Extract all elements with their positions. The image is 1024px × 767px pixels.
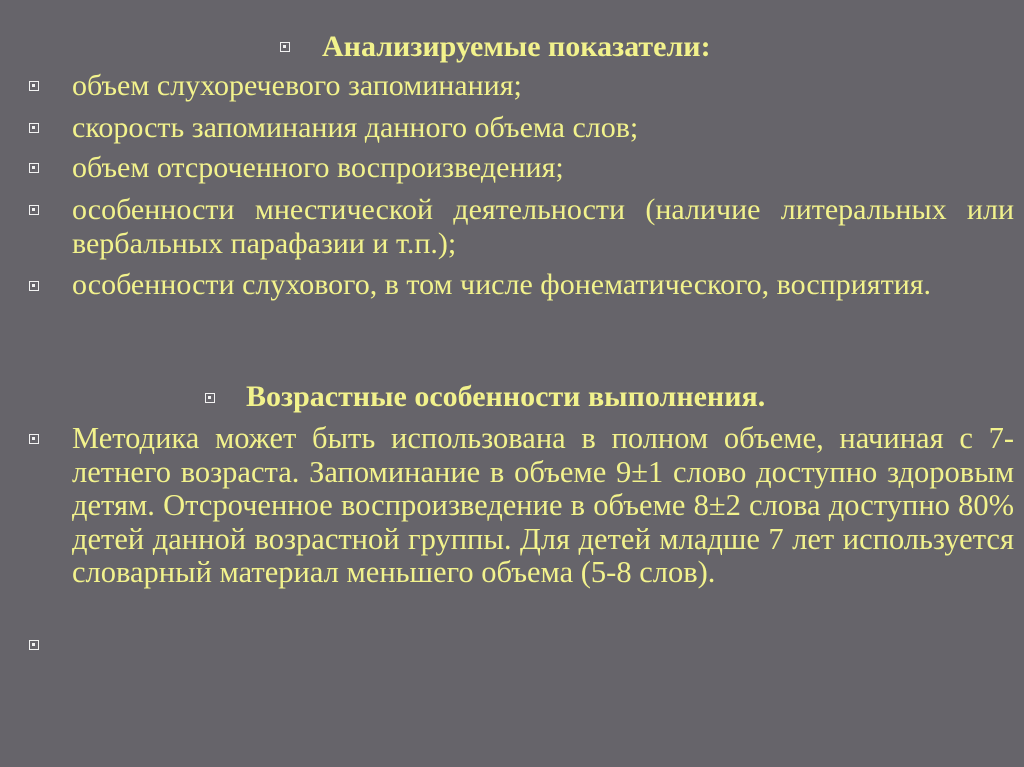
- list-item-3: объем отсроченного воспроизведения;: [72, 151, 564, 184]
- list-item-5: особенности слухового, в том числе фонематического, восприятия.: [72, 268, 932, 301]
- bullet-icon: [29, 205, 39, 215]
- bullet-icon: [29, 281, 39, 291]
- bullet-icon: [29, 81, 39, 91]
- method-description-paragraph: Методика может быть использована в полном объеме, начиная с 7-летнего возраста. Запоминание в объеме 9±1 слово доступно здоровым детям. Отсроченное воспроизведение в объеме 8±2 слова доступно 80% детей данной возрастной группы. Для детей младше 7 лет используется словарный материал меньшего объема (5-8 слов).: [72, 421, 1014, 589]
- bullet-icon: [205, 393, 215, 403]
- list-item-1: объем слухоречевого запоминания;: [72, 69, 522, 102]
- list-item-2: скорость запоминания данного объема слов;: [72, 111, 639, 144]
- bullet-icon: [280, 42, 290, 52]
- heading-analyzed-indicators: Анализируемые показатели:: [322, 30, 711, 63]
- empty-bullet-icon: [29, 640, 39, 650]
- list-item-4: особенности мнестической деятельности (наличие литеральных или вербальных парафазии и т.п.);: [72, 193, 1014, 260]
- heading-age-features: Возрастные особенности выполнения.: [246, 380, 766, 413]
- bullet-icon: [29, 434, 39, 444]
- bullet-icon: [29, 163, 39, 173]
- bullet-icon: [29, 123, 39, 133]
